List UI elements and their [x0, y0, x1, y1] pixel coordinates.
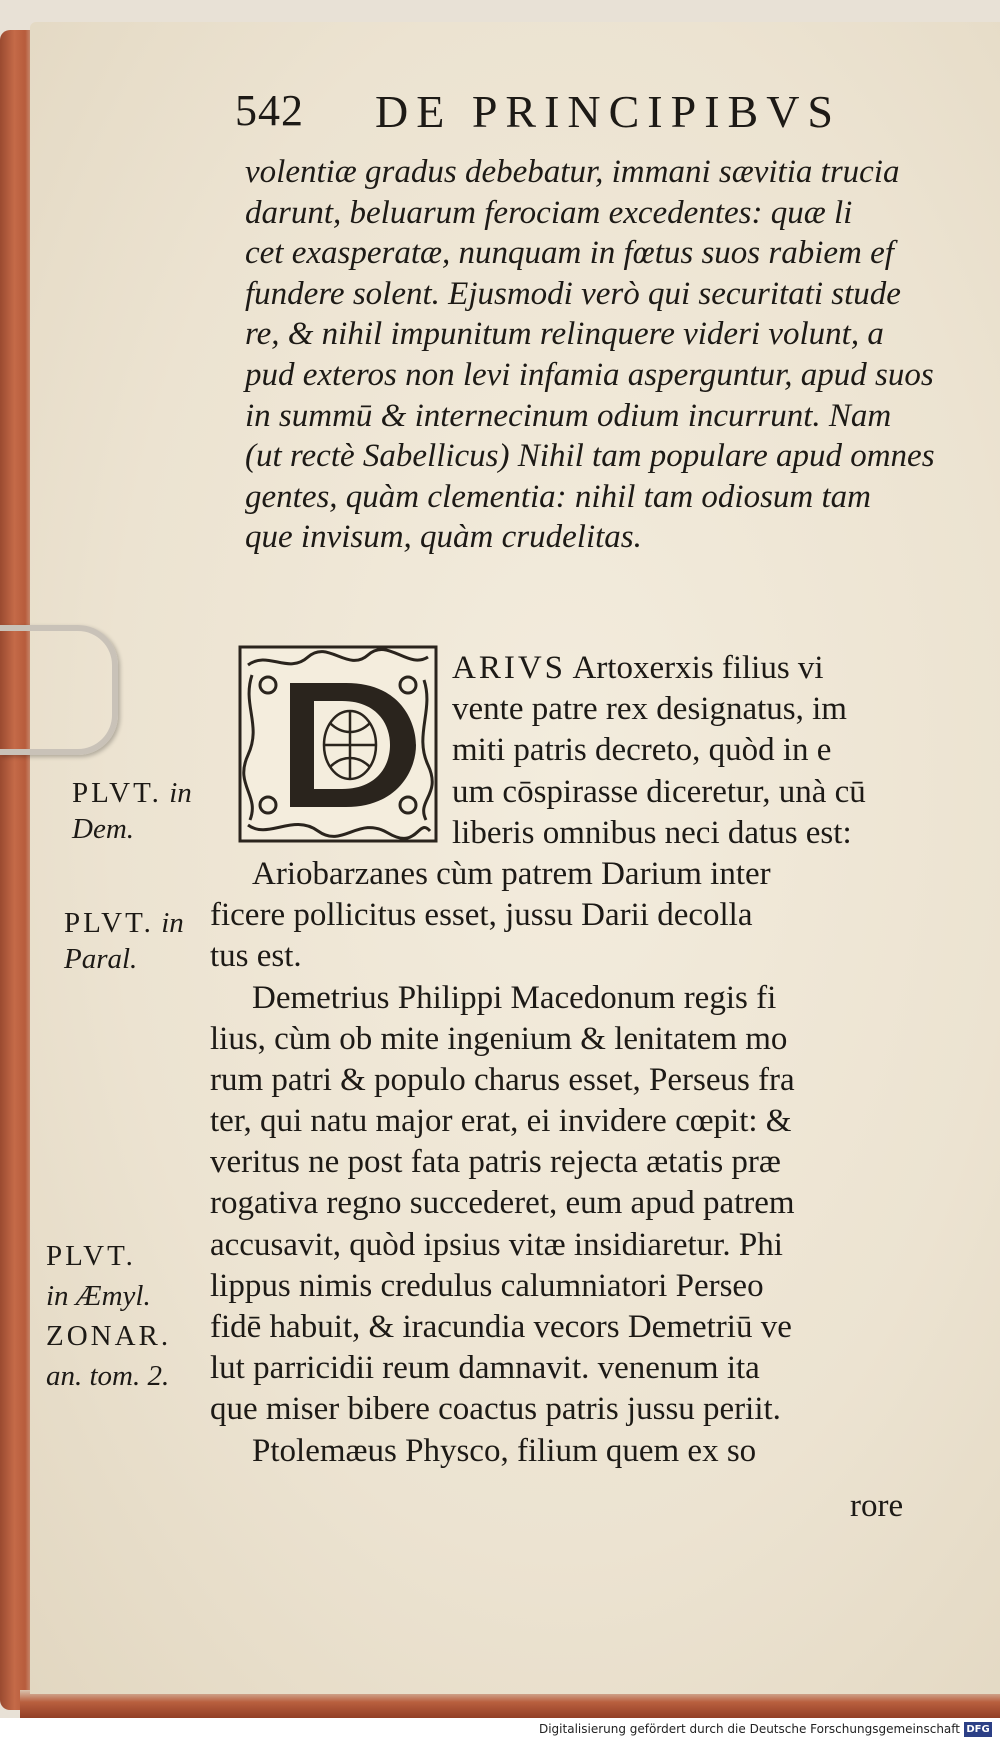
- text-line: Ptolemæus Physco, filium quem ex so: [252, 1432, 757, 1469]
- margin-note-line: [72, 775, 192, 811]
- margin-note-plut-dem: [72, 775, 192, 847]
- margin-note-source: PLVT.: [72, 777, 162, 809]
- dfg-logo-icon: DFG: [964, 1722, 992, 1737]
- text-line: in summū & internecinum odium incurrunt. Nam: [245, 397, 892, 434]
- margin-note-plut-paral: [64, 905, 184, 977]
- running-head: DE PRINCIPIBVS: [375, 86, 842, 137]
- page-clip: [0, 625, 118, 755]
- margin-note-work: Paral.: [64, 943, 138, 975]
- text-line: lut parricidii reum damnavit. venenum ita: [210, 1350, 760, 1387]
- text-line: lippus nimis credulus calumniatori Perseo: [210, 1267, 764, 1304]
- text-line: Demetrius Philippi Macedonum regis fi: [252, 979, 777, 1016]
- margin-note-source: PLVT.: [46, 1240, 136, 1272]
- margin-note-plut-zonar: [46, 1236, 171, 1396]
- margin-note-prep: in: [153, 907, 184, 939]
- text-line: re, & nihil impunitum relinquere videri volunt, a: [245, 316, 884, 353]
- margin-note-prep: in: [161, 777, 192, 809]
- drop-cap-continuation: ARIVS: [452, 650, 567, 686]
- text-line: tus est.: [210, 938, 302, 975]
- page-number: 542: [235, 86, 304, 135]
- text-line: que invisum, quàm crudelitas.: [245, 519, 642, 556]
- text-line: volentiæ gradus debebatur, immani sævitia trucia: [245, 154, 900, 190]
- text-line: lius, cùm ob mite ingenium & lenitatem mo: [210, 1020, 788, 1057]
- italic-paragraph: [245, 152, 960, 558]
- text-line: Ariobarzanes cùm patrem Darium inter: [252, 855, 771, 892]
- text-line: ter, qui natu major erat, ei invidere cœpit: &: [210, 1103, 792, 1140]
- book-bottom-edge: [20, 1690, 1000, 1720]
- catchword: rore: [850, 1488, 904, 1524]
- text-line-rest: Artoxerxis filius vi: [566, 650, 824, 686]
- text-line: ficere pollicitus esset, jussu Darii decolla: [210, 897, 753, 934]
- margin-note-work: Dem.: [72, 813, 135, 845]
- text-line: (ut rectè Sabellicus) Nihil tam populare apud omnes: [245, 438, 935, 475]
- text-line: darunt, beluarum ferociam excedentes: quæ li: [245, 194, 853, 231]
- margin-note-line: [64, 905, 184, 941]
- text-line: liberis omnibus neci datus est:: [452, 814, 852, 851]
- text-line: rogativa regno succederet, eum apud patrem: [210, 1185, 795, 1222]
- footer-bar: [0, 1718, 1000, 1743]
- roman-paragraph: [210, 648, 962, 1472]
- footer-credit: Digitalisierung gefördert durch die Deutsche Forschungsgemeinschaft: [538, 1722, 960, 1736]
- text-line: fidē habuit, & iracundia vecors Demetriū ve: [210, 1309, 792, 1345]
- text-line: fundere solent. Ejusmodi verò qui securitati stude: [245, 275, 901, 312]
- margin-note-source: ZONAR.: [46, 1320, 172, 1352]
- text-line: um cōspirasse diceretur, unà cū: [452, 773, 866, 810]
- text-line: que miser bibere coactus patris jussu periit.: [210, 1391, 781, 1428]
- margin-note-work: an. tom. 2.: [46, 1360, 170, 1392]
- text-line: veritus ne post fata patris rejecta ætatis præ: [210, 1144, 781, 1181]
- text-line: accusavit, quòd ipsius vitæ insidiaretur. Phi: [210, 1226, 783, 1263]
- margin-note-source: PLVT.: [64, 907, 154, 939]
- text-line: [210, 648, 962, 689]
- margin-note-work: in Æmyl.: [46, 1280, 151, 1312]
- text-line: vente patre rex designatus, im: [452, 691, 847, 728]
- text-line: gentes, quàm clementia: nihil tam odiosum tam: [245, 478, 872, 515]
- text-line: pud exteros non levi infamia asperguntur, apud suos: [245, 356, 934, 393]
- text-line: cet exasperatæ, nunquam in fœtus suos rabiem ef: [245, 235, 894, 272]
- text-line: miti patris decreto, quòd in e: [452, 732, 832, 769]
- text-line: rum patri & populo charus esset, Perseus fra: [210, 1061, 795, 1098]
